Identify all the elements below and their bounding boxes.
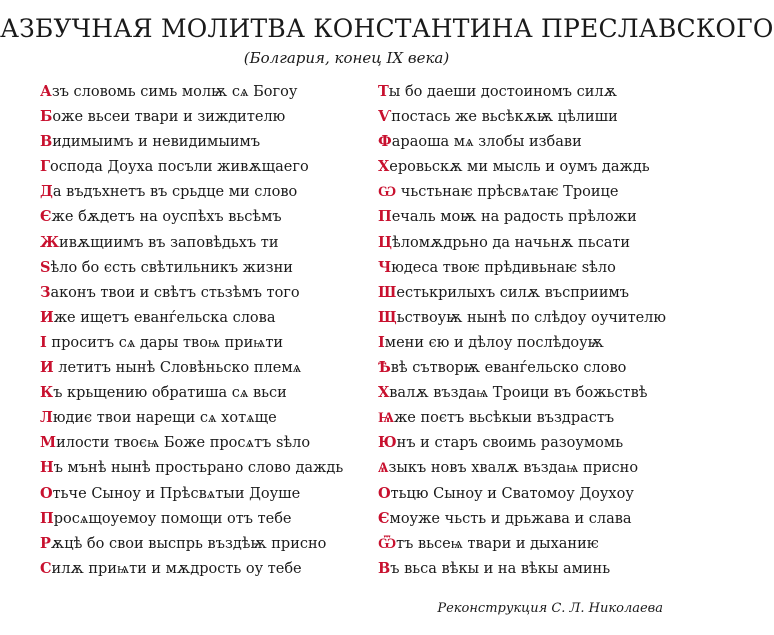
prayer-line — [378, 380, 688, 405]
line-text: идимыимъ и невидимыимъ — [52, 134, 261, 151]
line-text: нъ и старъ своимь разоумомь — [396, 435, 624, 452]
initial-letter: Г — [40, 158, 51, 176]
initial-letter: Ю — [378, 434, 397, 452]
initial-letter: Ѩ — [378, 409, 394, 427]
line-text: ивѫщиимъ въ заповѣдьхъ ти — [59, 234, 279, 251]
page-subtitle: (Болгария, конец IX века) — [243, 49, 450, 67]
line-text: ы бо даеши достоиномъ силѫ — [388, 84, 617, 100]
right-column — [378, 79, 688, 581]
line-text: илѫ приѩти и мѫдрость оу тебе — [51, 560, 302, 577]
line-text: вѣ сътворѭ еванѓельско слово — [390, 360, 627, 377]
initial-letter: І — [378, 333, 385, 351]
line-text: ѫцѣ бо свои выспрь въздѣѭ присно — [50, 535, 327, 552]
initial-letter: Б — [40, 108, 53, 126]
initial-letter: И — [40, 359, 54, 377]
initial-letter: Ѿ — [378, 534, 397, 552]
prayer-line — [378, 556, 688, 581]
credit-line: Реконструкция С. Л. Николаева — [437, 601, 663, 616]
initial-letter: Ш — [378, 283, 397, 301]
prayer-line — [40, 305, 360, 330]
line-text: моуже чьсть и дрьжава и слава — [389, 510, 632, 527]
prayer-line — [40, 255, 360, 280]
initial-letter: Д — [40, 183, 53, 201]
line-text: ѣломѫдрьно да начьнѫ пьсати — [392, 234, 631, 251]
line-text: же ищетъ еванѓельска слова — [53, 309, 276, 326]
prayer-line — [40, 330, 360, 355]
prayer-line — [40, 204, 360, 229]
prayer-line — [378, 204, 688, 229]
line-text: юдеса твоѥ прѣдивьнаѥ ѕѣло — [391, 259, 616, 276]
prayer-line — [378, 531, 688, 556]
initial-letter: П — [40, 509, 54, 527]
prayer-line — [40, 556, 360, 581]
initial-letter: И — [40, 308, 54, 326]
line-text: юдиє твои нарещи сѧ хотѧще — [52, 410, 277, 427]
initial-letter: В — [378, 559, 391, 577]
line-text: проситъ сѧ дары твоѩ приѩти — [46, 334, 284, 351]
prayer-line — [40, 430, 360, 455]
prayer-line — [40, 79, 360, 104]
initial-letter: Ѕ — [40, 258, 51, 276]
page-title: АЗБУЧНАЯ МОЛИТВА КОНСТАНТИНА ПРЕСЛАВСКОГО — [0, 14, 774, 43]
initial-letter: З — [40, 283, 51, 301]
initial-letter: Ѧ — [378, 459, 389, 477]
initial-letter: С — [40, 559, 52, 577]
line-text: росѧщоуемоу помощи отъ тебе — [53, 510, 292, 527]
prayer-line — [40, 154, 360, 179]
line-text: аконъ твои и свѣтъ стьзѣмъ того — [50, 284, 300, 301]
initial-letter: Є — [378, 509, 390, 527]
initial-letter: Є — [40, 208, 52, 226]
initial-letter: Р — [40, 534, 51, 552]
line-text: оспода Доуха посъли живѫщаего — [50, 159, 309, 176]
prayer-line — [378, 154, 688, 179]
prayer-line — [378, 355, 688, 380]
line-text: илости твоєѩ Боже просѧтъ ѕѣло — [56, 435, 311, 452]
initial-letter: Х — [378, 158, 390, 176]
initial-letter: Щ — [378, 308, 397, 326]
prayer-line — [378, 230, 688, 255]
initial-letter: А — [40, 83, 52, 100]
initial-letter: Т — [378, 83, 389, 100]
prayer-line — [378, 330, 688, 355]
initial-letter: О — [40, 484, 53, 502]
line-text: же поєтъ вьсѣкыи въздрастъ — [393, 410, 615, 427]
prayer-line — [40, 179, 360, 204]
prayer-line — [40, 355, 360, 380]
line-text: мени єю и дѣлоу послѣдоуѭ — [384, 334, 604, 351]
prayer-line — [378, 430, 688, 455]
prayer-line — [378, 280, 688, 305]
line-text: ечаль моѭ на радость прѣложи — [391, 209, 637, 226]
initial-letter: Ц — [378, 233, 393, 251]
prayer-line — [40, 230, 360, 255]
line-text: летитъ нынѣ Словѣньско племѧ — [53, 360, 302, 377]
prayer-line — [378, 255, 688, 280]
prayer-line — [40, 481, 360, 506]
initial-letter: М — [40, 434, 57, 452]
line-text: ъ вьса вѣкы и на вѣкы аминь — [390, 560, 611, 577]
initial-letter: К — [40, 384, 54, 402]
prayer-line — [40, 506, 360, 531]
left-column — [40, 79, 360, 581]
initial-letter: Н — [40, 459, 54, 477]
initial-letter: Ф — [378, 133, 392, 151]
line-text: чьстьнаѥ прѣсвѧтаѥ Троице — [396, 184, 619, 201]
prayer-line — [378, 481, 688, 506]
line-text: валѫ въздаѩ Троици въ божьствѣ — [389, 385, 648, 402]
line-text: араоша мѧ злобы избави — [391, 134, 582, 151]
line-text: постась же вьсѣкѫѭ цѣлиши — [391, 109, 618, 126]
initial-letter: В — [40, 133, 53, 151]
prayer-line — [40, 405, 360, 430]
prayer-line — [378, 506, 688, 531]
prayer-line — [378, 179, 688, 204]
initial-letter: Ж — [40, 233, 60, 251]
prayer-line — [378, 129, 688, 154]
line-text: зъ словомь симь молѭ сѧ Богоу — [51, 84, 298, 100]
initial-letter: Х — [378, 384, 390, 402]
prayer-line — [378, 455, 688, 480]
prayer-line — [378, 405, 688, 430]
line-text: же бѫдетъ на оуспѣхъ вьсѣмъ — [51, 209, 282, 226]
prayer-line — [378, 305, 688, 330]
initial-letter: Ѵ — [378, 108, 392, 126]
initial-letter: Л — [40, 409, 53, 427]
prayer-line — [40, 129, 360, 154]
initial-letter: Ѣ — [378, 359, 391, 377]
line-text: ъ мънѣ нынѣ простьрано слово даждь — [53, 460, 344, 477]
prayer-line — [378, 79, 688, 104]
prayer-line — [40, 280, 360, 305]
line-text: ѣло бо єсть свѣтильникъ жизни — [50, 259, 293, 276]
line-text: ъ крьщению обратиша сѧ вьси — [53, 385, 287, 402]
initial-letter: П — [378, 208, 392, 226]
line-text: а въдъхнетъ въ срьдце ми слово — [52, 184, 298, 201]
line-text: еровьскѫ ми мысль и оумъ даждь — [389, 159, 650, 176]
prayer-line — [40, 104, 360, 129]
line-text: тъ вьсеѩ твари и дыханиѥ — [396, 535, 599, 552]
initial-letter: О — [378, 484, 391, 502]
initial-letter: І — [40, 333, 47, 351]
prayer-line — [40, 380, 360, 405]
prayer-line — [40, 455, 360, 480]
line-text: тьче Сыноу и Прѣсвѧтыи Доуше — [52, 485, 301, 502]
line-text: ьствоуѭ нынѣ по слѣдоу оучителю — [396, 309, 667, 326]
prayer-line — [40, 531, 360, 556]
line-text: естькрилыхъ силѫ въсприимъ — [396, 284, 630, 301]
line-text: тьцю Сыноу и Сватомоу Доухоу — [390, 485, 634, 502]
prayer-line — [378, 104, 688, 129]
initial-letter: Ѡ — [378, 183, 397, 201]
initial-letter: Ч — [378, 258, 392, 276]
line-text: зыкъ новъ хвалѫ въздаѩ присно — [388, 460, 639, 477]
line-text: оже вьсеи твари и зиждителю — [52, 109, 286, 126]
